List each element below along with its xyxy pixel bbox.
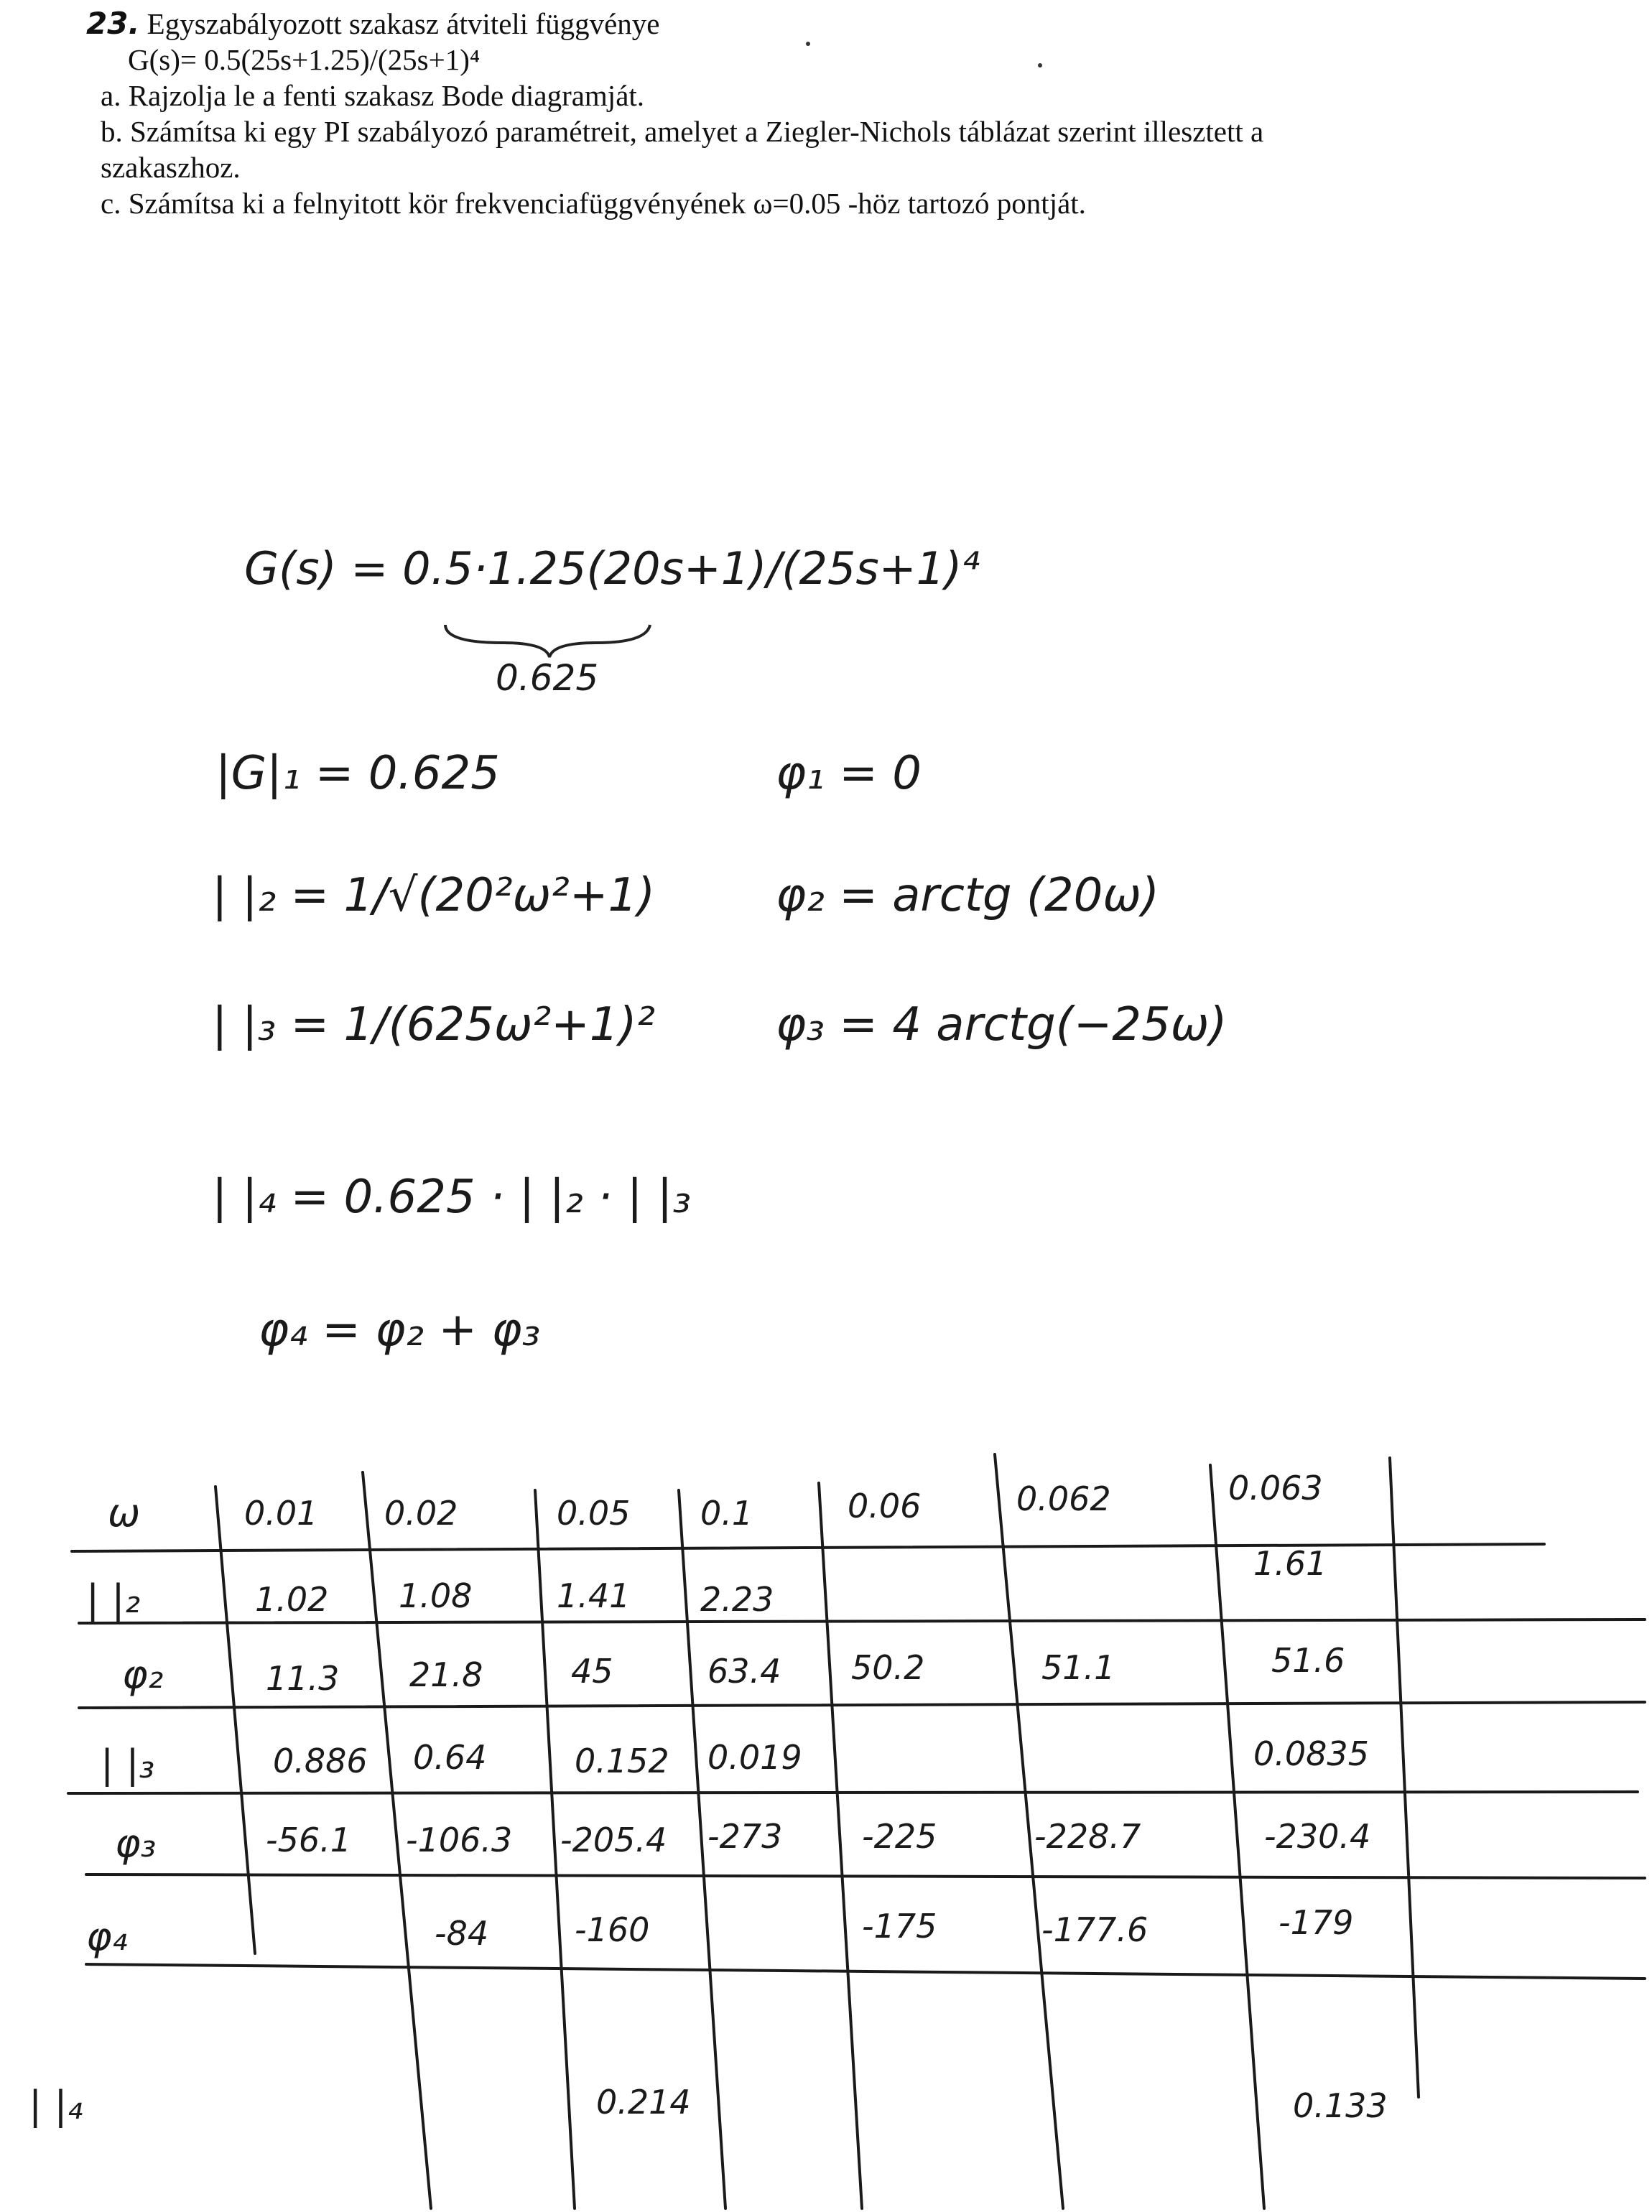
table-cell: 50.2 <box>851 1648 925 1687</box>
table-cell: -84 <box>435 1914 489 1953</box>
table-cell: 63.4 <box>707 1652 781 1691</box>
table-cell: -179 <box>1279 1903 1354 1942</box>
task-a: a. Rajzolja le a fenti szakasz Bode diagramját. <box>101 79 645 112</box>
table-cell: -106.3 <box>406 1821 513 1859</box>
task-c: c. Számítsa ki a felnyitott kör frekvenciafüggvényének ω=0.05 -höz tartozó pontját. <box>101 187 1086 220</box>
table-cell: 0.05 <box>557 1494 631 1533</box>
table-cell: -56.1 <box>266 1821 352 1859</box>
stray-mark <box>1038 63 1042 68</box>
transfer-function: G(s)= 0.5(25s+1.25)/(25s+1)⁴ <box>128 43 481 76</box>
handwritten-eq2-right: φ₂ = arctg (20ω) <box>776 869 1159 922</box>
task-b-line-2: szakaszhoz. <box>101 151 241 184</box>
table-cell: 0.02 <box>384 1494 458 1533</box>
handwritten-eq4: | |₄ = 0.625 · | |₂ · | |₃ <box>212 1171 691 1224</box>
table-cell: 0.64 <box>413 1738 487 1777</box>
table-cell: 0.06 <box>848 1487 922 1525</box>
table-cell: 0.0835 <box>1253 1734 1369 1773</box>
table-cell: -160 <box>575 1910 650 1949</box>
table-cell: 0.214 <box>596 2083 691 2122</box>
table-cell: 11.3 <box>266 1659 340 1698</box>
table-cell: -230.4 <box>1264 1817 1371 1856</box>
problem-number: 23. <box>86 6 140 41</box>
table-cell: 1.61 <box>1253 1544 1327 1583</box>
handwritten-eq5: φ₄ = φ₂ + φ₃ <box>259 1304 541 1357</box>
handwritten-eq3-right: φ₃ = 4 arctg(−25ω) <box>776 998 1228 1051</box>
table-cell: -177.6 <box>1041 1910 1148 1949</box>
table-cell: 1.41 <box>557 1576 631 1615</box>
row-label-mag2: | |₂ <box>86 1576 141 1622</box>
table-cell: -175 <box>862 1907 937 1946</box>
handwritten-eq2-left: | |₂ = 1/√(20²ω²+1) <box>212 869 656 922</box>
stray-mark <box>806 42 810 46</box>
row-label-mag4: | |₄ <box>29 2083 83 2128</box>
handwritten-eq1-left: |G|₁ = 0.625 <box>215 747 500 800</box>
table-cell: 0.01 <box>244 1494 318 1533</box>
table-cell: 2.23 <box>700 1580 774 1619</box>
handwritten-brace-value: 0.625 <box>496 657 599 699</box>
table-cell: 51.1 <box>1041 1648 1115 1687</box>
table-cell: 21.8 <box>409 1655 483 1694</box>
task-b-line-1: b. Számítsa ki egy PI szabályozó paramétreit, amelyet a Ziegler-Nichols táblázat szerint illesztett a <box>101 115 1264 148</box>
table-cell: 0.019 <box>707 1738 802 1777</box>
table-cell: 45 <box>571 1652 613 1691</box>
table-cell: 0.152 <box>575 1742 669 1780</box>
row-label-phi3: φ₃ <box>115 1821 157 1866</box>
row-label-phi4: φ₄ <box>86 1914 128 1959</box>
row-label-mag3: | |₃ <box>101 1742 155 1787</box>
handwritten-eq1-right: φ₁ = 0 <box>776 747 922 800</box>
handwritten-g-formula: G(s) = 0.5·1.25(20s+1)/(25s+1)⁴ <box>244 542 980 595</box>
table-cell: 0.062 <box>1016 1479 1111 1518</box>
table-cell: 1.02 <box>255 1580 329 1619</box>
row-label-omega: ω <box>108 1490 141 1535</box>
table-cell: 0.886 <box>273 1742 368 1780</box>
table-cell: -228.7 <box>1034 1817 1141 1856</box>
table-cell: 1.08 <box>399 1576 473 1615</box>
row-label-phi2: φ₂ <box>122 1652 164 1697</box>
table-cell: -225 <box>862 1817 937 1856</box>
table-cell: -273 <box>707 1817 783 1856</box>
table-cell: -205.4 <box>560 1821 667 1859</box>
problem-intro: Egyszabályozott szakasz átviteli függvénye <box>147 7 660 40</box>
table-cell: 51.6 <box>1271 1641 1345 1680</box>
table-cell: 0.1 <box>700 1494 753 1533</box>
handwritten-eq3-left: | |₃ = 1/(625ω²+1)² <box>212 998 656 1051</box>
table-cell: 0.133 <box>1293 2086 1388 2125</box>
table-cell: 0.063 <box>1228 1469 1323 1507</box>
